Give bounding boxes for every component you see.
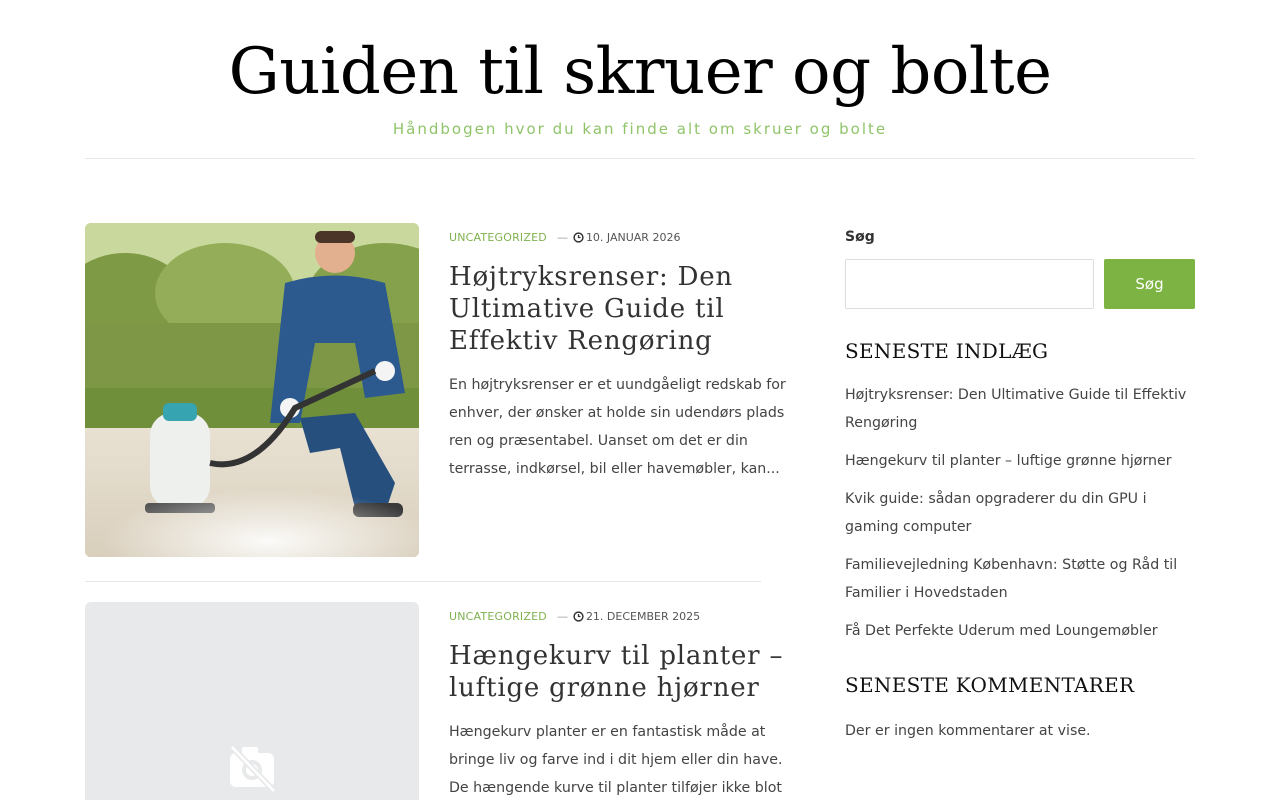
no-comments-text: Der er ingen kommentarer at vise. bbox=[845, 723, 1091, 739]
meta-separator: — bbox=[556, 609, 568, 623]
site-tagline: Håndbogen hvor du kan finde alt om skruer og bolte bbox=[392, 120, 888, 138]
post-excerpt: En højtryksrenser er et uundgåeligt redskab for enhver, der ønsker at holde sin udendørs plads ren og præsentabel. Uanset om det er din terrasse, indkørsel, bil eller havemøbler, kan... bbox=[449, 377, 786, 477]
post-card bbox=[85, 223, 785, 581]
search-button[interactable]: Søg bbox=[1104, 259, 1195, 309]
clock-icon bbox=[573, 611, 584, 622]
post-date[interactable]: 10. JANUAR 2026 bbox=[585, 230, 681, 244]
recent-post-link[interactable]: Hængekurv til planter – luftige grønne hjørner bbox=[845, 453, 1172, 469]
no-image-icon bbox=[224, 739, 280, 800]
sidebar bbox=[845, 223, 1195, 745]
meta-separator: — bbox=[556, 230, 568, 244]
post-card bbox=[85, 602, 785, 800]
recent-post-link[interactable]: Få Det Perfekte Uderum med Loungemøbler bbox=[845, 623, 1158, 639]
post-category-link[interactable]: UNCATEGORIZED bbox=[449, 230, 547, 244]
post-meta bbox=[449, 223, 789, 251]
post-title-link[interactable]: Højtryksrenser: Den Ultimative Guide til Effektiv Rengøring bbox=[449, 262, 733, 356]
search-input[interactable] bbox=[845, 259, 1094, 309]
post-body bbox=[449, 602, 789, 800]
post-date[interactable]: 21. DECEMBER 2025 bbox=[585, 609, 701, 623]
recent-posts-list bbox=[845, 381, 1195, 645]
post-thumbnail-pressure-washer[interactable] bbox=[85, 223, 419, 557]
search-label: Søg bbox=[845, 229, 875, 245]
post-body bbox=[449, 223, 789, 483]
post-thumbnail-placeholder[interactable] bbox=[85, 602, 419, 800]
site-header bbox=[85, 0, 1195, 159]
post-title-link[interactable]: Hængekurv til planter – luftige grønne hjørner bbox=[449, 641, 784, 703]
site-title[interactable]: Guiden til skruer og bolte bbox=[228, 35, 1052, 109]
recent-post-link[interactable]: Højtryksrenser: Den Ultimative Guide til Effektiv Rengøring bbox=[845, 387, 1187, 431]
pressure-washer-photo bbox=[85, 223, 419, 557]
recent-comments-heading: SENESTE KOMMENTARER bbox=[845, 673, 1135, 697]
recent-posts-heading: SENESTE INDLÆG bbox=[845, 339, 1049, 363]
search-form bbox=[845, 259, 1195, 309]
post-excerpt: Hængekurv planter er en fantastisk måde at bringe liv og farve ind i dit hjem eller din have. De hængende kurve til planter tilføjer ikke blot bbox=[449, 724, 783, 796]
post-meta bbox=[449, 602, 789, 630]
recent-post-link[interactable]: Familievejledning København: Støtte og Råd til Familier i Hovedstaden bbox=[845, 557, 1178, 601]
post-category-link[interactable]: UNCATEGORIZED bbox=[449, 609, 547, 623]
clock-icon bbox=[573, 232, 584, 243]
recent-post-link[interactable]: Kvik guide: sådan opgraderer du din GPU i gaming computer bbox=[845, 491, 1147, 535]
